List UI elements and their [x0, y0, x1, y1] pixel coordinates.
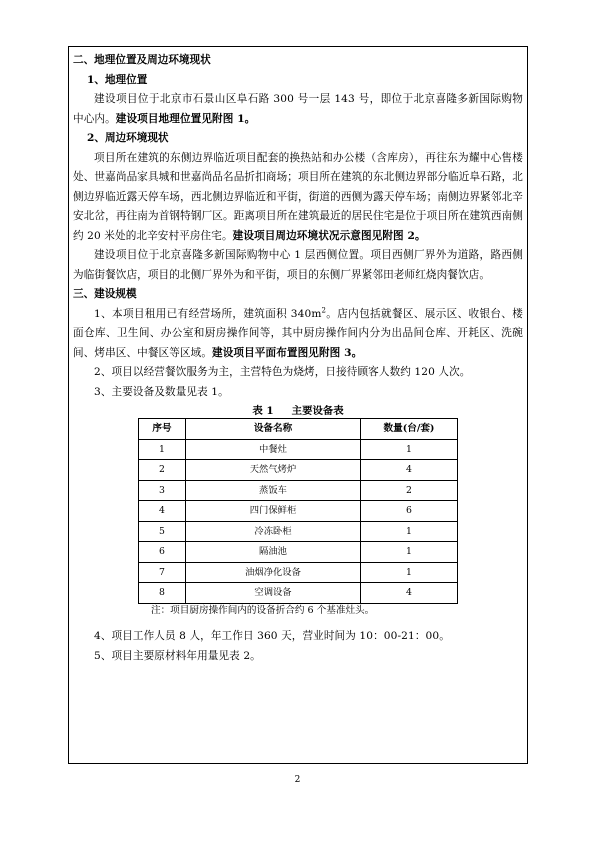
- cell-qty: 1: [361, 562, 458, 583]
- table-caption: 表 1 主要设备表: [252, 405, 344, 417]
- surroundings-figure-ref: 建设项目周边环境状况示意图见附图 2。: [232, 229, 426, 242]
- scale-item-1: [73, 305, 523, 364]
- surroundings-text: 项目所在建筑的东侧边界临近项目配套的换热站和办公楼（含库房），再往东为耀中心售楼处、世嘉尚品家具城和世嘉尚品名品折扣商场；项目所在建筑的东北侧边界部分临近阜石路，北侧边界临近露天停车场，西北侧边界临近和平街，街道的西侧为露天停车场；南侧边界紧邻北辛安北岔，再往南为首钢特钢厂区。距离项目所在建筑最近的居民住宅是位于项目所在建筑西南侧约 20 米处的北辛安村平房住宅。: [73, 151, 523, 242]
- location-text: 建设项目位于北京市石景山区阜石路 300 号一层 143 号，即位于北京喜隆多新国际购物中心内。: [73, 93, 523, 125]
- table-row: [139, 480, 458, 501]
- table-row: [139, 562, 458, 583]
- scale-item-3: 3、主要设备及数量见表 1。: [94, 385, 229, 398]
- cell-index: 3: [139, 480, 186, 501]
- cell-qty: 4: [361, 460, 458, 481]
- subsection-location-heading: 1、地理位置: [87, 73, 148, 86]
- scale-item-4: 4、项目工作人员 8 人，年工作日 360 天，营业时间为 10：00-21：00。: [94, 630, 450, 643]
- cell-name: 四门保鲜柜: [186, 501, 361, 522]
- table-note: 注：项目厨房操作间内的设备折合约 6 个基准灶头。: [151, 604, 375, 616]
- location-figure-ref: 建设项目地理位置见附图 1。: [115, 112, 256, 125]
- page-frame: [68, 46, 528, 764]
- cell-index: 2: [139, 460, 186, 481]
- page-number: 2: [294, 775, 301, 785]
- scale-item-1-text-b: 。店内包括就餐区、展示区、收银台、楼面仓库、卫生间、办公室和厨房操作间等，其中厨房操作间内分为出品间仓库、开耗区、洗碗间、烤串区、中餐区等区域。: [73, 307, 523, 359]
- layout-figure-ref: 建设项目平面布置图见附图 3。: [212, 346, 363, 359]
- equipment-table: [138, 418, 458, 604]
- table-row: [139, 583, 458, 604]
- section-3-heading: 三、建设规模: [73, 288, 137, 300]
- cell-index: 8: [139, 583, 186, 604]
- cell-index: 1: [139, 439, 186, 460]
- cell-name: 油烟净化设备: [186, 562, 361, 583]
- table-row: [139, 521, 458, 542]
- table-row: [139, 501, 458, 522]
- cell-qty: 1: [361, 439, 458, 460]
- area-superscript: 2: [321, 305, 327, 314]
- cell-name: 空调设备: [186, 583, 361, 604]
- cell-qty: 1: [361, 542, 458, 563]
- boundary-paragraph: 建设项目位于北京喜隆多新国际购物中心 1 层西侧位置。项目西侧厂界外为道路，路西侧为临街餐饮店，项目的北侧厂界外为和平街，项目的东侧厂界紧邻田老师红烧肉餐饮店。: [73, 249, 523, 281]
- cell-qty: 4: [361, 583, 458, 604]
- location-paragraph: [73, 90, 523, 129]
- scale-item-1-text-a: 1、本项目租用已有经营场所，建筑面积 340m: [94, 307, 322, 320]
- cell-qty: 6: [361, 501, 458, 522]
- subsection-surroundings-heading: 2、周边环境现状: [87, 132, 169, 144]
- col-header-qty: 数量(台/套): [361, 419, 458, 440]
- cell-name: 天然气烤炉: [186, 460, 361, 481]
- surroundings-paragraph: [73, 149, 523, 247]
- document-body: [73, 51, 523, 666]
- cell-name: 隔油池: [186, 542, 361, 563]
- scale-item-5: 5、项目主要原材料年用量见表 2。: [94, 649, 261, 662]
- section-2-heading: 二、地理位置及周边环境现状: [73, 54, 211, 66]
- cell-name: 蒸饭车: [186, 480, 361, 501]
- col-header-name: 设备名称: [186, 419, 361, 440]
- cell-qty: 2: [361, 480, 458, 501]
- cell-index: 7: [139, 562, 186, 583]
- col-header-index: 序号: [139, 419, 186, 440]
- scale-item-2: 2、项目以经营餐饮服务为主，主营特色为烧烤，日接待顾客人数约 120 人次。: [94, 366, 471, 378]
- cell-qty: 1: [361, 521, 458, 542]
- cell-name: 中餐灶: [186, 439, 361, 460]
- table-header-row: [139, 419, 458, 440]
- cell-index: 6: [139, 542, 186, 563]
- cell-index: 5: [139, 521, 186, 542]
- table-row: [139, 460, 458, 481]
- cell-name: 冷冻卧柜: [186, 521, 361, 542]
- cell-index: 4: [139, 501, 186, 522]
- table-row: [139, 542, 458, 563]
- table-row: [139, 439, 458, 460]
